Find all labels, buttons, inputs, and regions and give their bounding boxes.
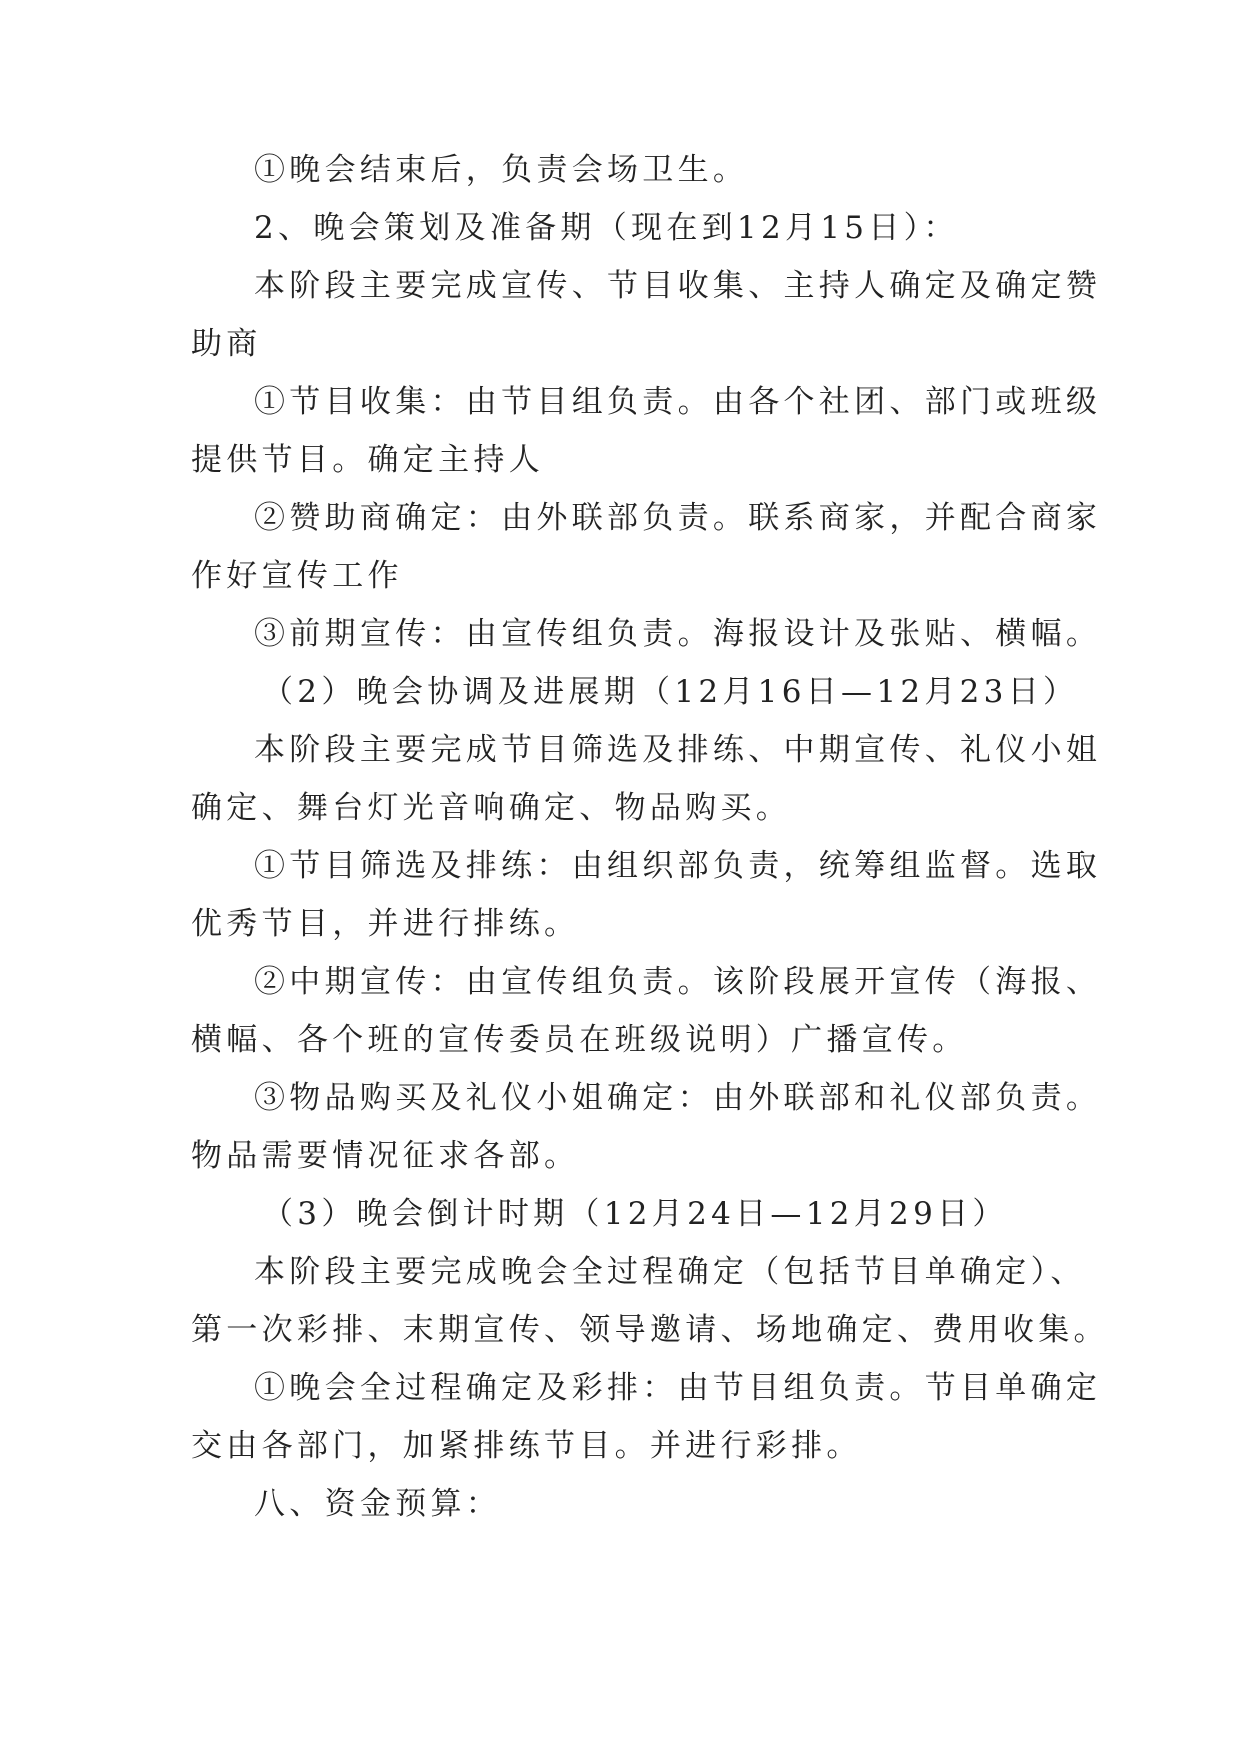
list-item-line: ②中期宣传：由宣传组负责。该阶段展开宣传（海报、 bbox=[254, 964, 1102, 1000]
list-item-line: ①晚会全过程确定及彩排：由节目组负责。节目单确定 bbox=[254, 1370, 1102, 1406]
list-item-line: 交由各部门，加紧排练节目。并进行彩排。 bbox=[191, 1428, 862, 1464]
section-heading: 八、资金预算： bbox=[254, 1486, 502, 1522]
sub-section-heading: （2）晚会协调及进展期（12月16日—12月23日） bbox=[262, 674, 1079, 710]
paragraph-line: 本阶段主要完成宣传、节目收集、主持人确定及确定赞 bbox=[254, 268, 1102, 304]
list-item-line: 作好宣传工作 bbox=[191, 558, 403, 594]
list-item-line: ①节目收集：由节目组负责。由各个社团、部门或班级 bbox=[254, 384, 1102, 420]
list-item-line: 物品需要情况征求各部。 bbox=[191, 1138, 580, 1174]
list-item-line: ③前期宣传：由宣传组负责。海报设计及张贴、横幅。 bbox=[254, 616, 1102, 652]
list-item-line: ①节目筛选及排练：由组织部负责，统筹组监督。选取 bbox=[254, 848, 1102, 884]
list-item-line: 优秀节目，并进行排练。 bbox=[191, 906, 580, 942]
paragraph-line: 助商 bbox=[191, 326, 262, 362]
list-item-line: ③物品购买及礼仪小姐确定：由外联部和礼仪部负责。 bbox=[254, 1080, 1102, 1116]
sub-section-heading: （3）晚会倒计时期（12月24日—12月29日） bbox=[262, 1196, 1008, 1232]
list-item-line: ②赞助商确定：由外联部负责。联系商家，并配合商家 bbox=[254, 500, 1102, 536]
paragraph-line: 本阶段主要完成晚会全过程确定（包括节目单确定）、 bbox=[254, 1254, 1086, 1290]
paragraph-line: 第一次彩排、末期宣传、领导邀请、场地确定、费用收集。 bbox=[191, 1312, 1109, 1348]
paragraph-line: ①晚会结束后，负责会场卫生。 bbox=[254, 152, 749, 188]
list-item-line: 横幅、各个班的宣传委员在班级说明）广播宣传。 bbox=[191, 1022, 968, 1058]
paragraph-line: 确定、舞台灯光音响确定、物品购买。 bbox=[191, 790, 792, 826]
list-item-line: 提供节目。确定主持人 bbox=[191, 442, 544, 478]
paragraph-line: 本阶段主要完成节目筛选及排练、中期宣传、礼仪小姐 bbox=[254, 732, 1102, 768]
section-heading: 2、晚会策划及准备期（现在到12月15日）： bbox=[254, 210, 959, 246]
